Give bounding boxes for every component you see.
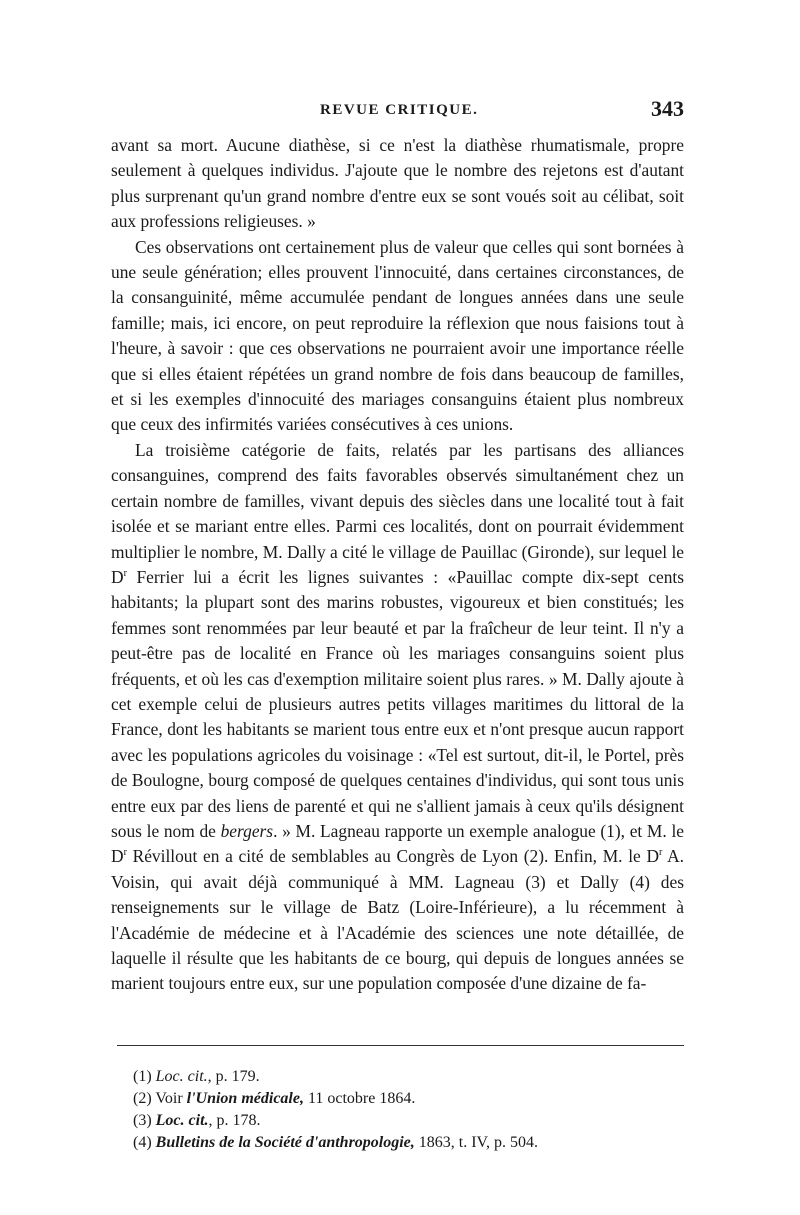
italic-term: bergers bbox=[220, 820, 274, 841]
footnote-text: 1863, t. IV, p. 504. bbox=[414, 1134, 539, 1151]
footnote-italic: Loc. cit. bbox=[155, 1112, 209, 1129]
paragraph-text: . » M. Lagneau rapporte un exemple analogue (1), et M. le D bbox=[111, 820, 684, 867]
footnote-2 bbox=[133, 1088, 673, 1110]
footnotes bbox=[133, 1066, 673, 1154]
footnote-3 bbox=[133, 1110, 673, 1132]
footnote-number: (3) bbox=[133, 1112, 152, 1129]
paragraph-third-category bbox=[111, 438, 684, 997]
footnote-text: Voir bbox=[155, 1090, 187, 1107]
footnote-number: (4) bbox=[133, 1134, 152, 1151]
page-header bbox=[110, 96, 684, 126]
footnote-4 bbox=[133, 1132, 673, 1154]
footnote-1 bbox=[133, 1066, 673, 1088]
superscript: r bbox=[659, 847, 663, 859]
footnote-italic: Bulletins de la Société d'anthropologie, bbox=[155, 1134, 415, 1151]
paragraph-observations: Ces observations ont certainement plus de valeur que celles qui sont bornées à une seule génération; elles prouvent l'innocuité, dans certaines circonstances, de la consanguinité, même accumulée pendant de longues années dans une seule famille; mais, ici encore, on peut reproduire la réflexion que nous faisions tout à l'heure, à savoir : que ces observations ne pourraient avoir une importance réelle que si elles étaient répétées un grand nombre de fois dans beaucoup de familles, et si les exemples d'innocuité des mariages consanguins étaient plus nombreux que ceux des infirmités variées consécutives à ces unions. bbox=[111, 236, 684, 435]
footnote-divider bbox=[117, 1045, 684, 1046]
footnote-text: , p. 178. bbox=[208, 1112, 261, 1129]
superscript: r bbox=[123, 568, 127, 580]
paragraph-continuation: avant sa mort. Aucune diathèse, si ce n'est la diathèse rhumatismale, propre seulement à quelques individus. J'ajoute que le nombre des rejetons est d'autant plus surprenant qu'un grand nombre d'entre eux se sont voués soit au célibat, soit aux professions religieuses. » bbox=[111, 135, 684, 232]
running-title: REVUE CRITIQUE. bbox=[320, 102, 479, 118]
superscript: r bbox=[123, 847, 127, 859]
page-number: 343 bbox=[651, 96, 684, 121]
body-text bbox=[111, 133, 684, 997]
footnote-number: (1) bbox=[133, 1068, 152, 1085]
footnote-number: (2) bbox=[133, 1090, 152, 1107]
paragraph-text: La troisième catégorie de faits, relatés par les partisans des alliances consanguines, comprend des faits favorables observés simultanément chez un certain nombre de familles, vivant depuis des siècles dans une localité tout à fait isolée et se mariant entre elles. Parmi ces localités, dont on pourrait évidemment multiplier le nombre, M. Dally a cité le village de Pauillac (Gironde), sur lequel le D bbox=[111, 439, 684, 587]
paragraph-text: A. Voisin, qui avait déjà communiqué à MM. Lagneau (3) et Dally (4) des renseignements sur le village de Batz (Loire-Inférieure), a lu récemment à l'Académie de médecine et à l'Académie des sciences une note détaillée, de laquelle il résulte que les habitants de ce bourg, qui depuis de longues années se marient toujours entre eux, sur une population composée d'une dizaine de fa- bbox=[111, 846, 684, 994]
paragraph-text: Révillout en a cité de semblables au Congrès de Lyon (2). Enfin, M. le D bbox=[126, 846, 660, 867]
footnote-italic: l'Union médicale, bbox=[186, 1090, 304, 1107]
paragraph-text: Ferrier lui a écrit les lignes suivantes : «Pauillac compte dix-sept cents habitants; la plupart sont des marins robustes, vigoureux et bien constitués; les femmes sont renommées par leur beauté et par la fraîcheur de leur teint. Il n'y a peut-être pas de localité en France où les mariages consanguins soient plus fréquents, et où les cas d'exemption militaire soient plus rares. » M. Dally ajoute à cet exemple celui de plusieurs autres petits villages maritimes du littoral de la France, dont les habitants se marient tous entre eux et n'ont presque aucun rapport avec les populations agricoles du voisinage : «Tel est surtout, dit-il, le Portel, près de Boulogne, bourg composé de quelques centaines d'individus, qui sont tous unis entre eux par des liens de parenté et qui ne s'allient jamais à ceux qu'ils désignent sous le nom de bbox=[111, 566, 684, 841]
footnote-text: 11 octobre 1864. bbox=[303, 1090, 416, 1107]
footnote-italic: Loc. cit. bbox=[155, 1068, 208, 1085]
footnote-text: , p. 179. bbox=[207, 1068, 260, 1085]
